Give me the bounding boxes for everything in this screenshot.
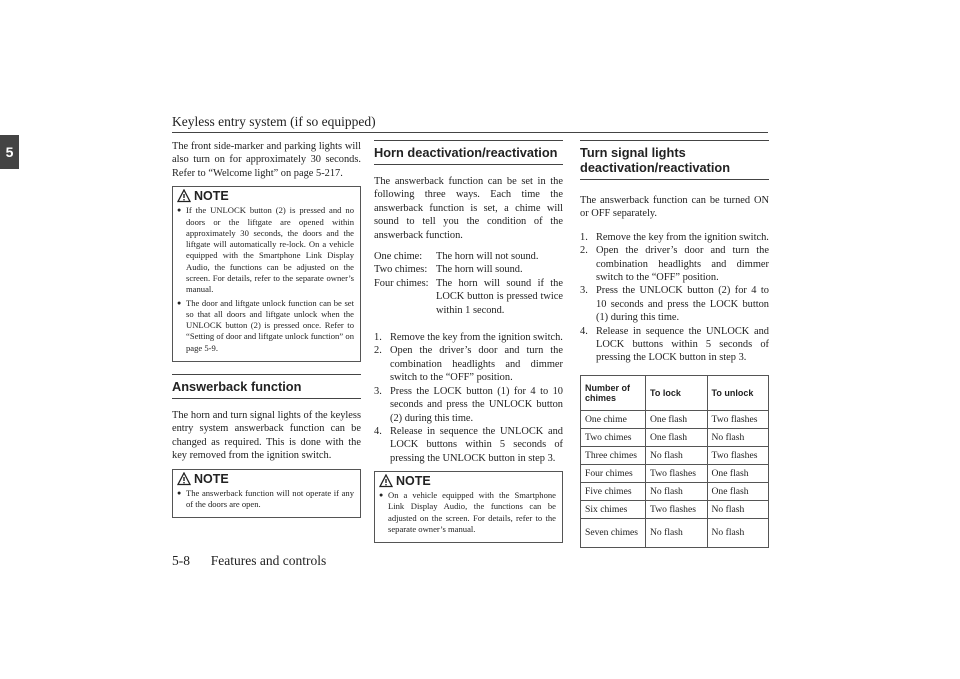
column-header: To unlock [707, 375, 769, 410]
table-header-row [581, 375, 769, 410]
bullet-icon: ● [379, 491, 384, 500]
section-paragraph: The horn and turn signal lights of the keyless entry system answerback function can be changed as required. This is done with the key removed from the ignition switch. [172, 410, 361, 462]
step-list [374, 331, 563, 465]
header-rule [172, 132, 768, 133]
page-footer [172, 553, 326, 569]
list-item: ● The door and liftgate unlock function can be set so that all doors and liftgate unlock when the UNLOCK button (2) is pressed once. Refer to “Setting of door and liftgate unlock function” on page 5-9. [177, 297, 354, 353]
chime-flash-table [580, 375, 769, 548]
section-paragraph: The answerback function can be turned ON or OFF separately. [580, 195, 769, 220]
page-header-title: Keyless entry system (if so equipped) [172, 114, 376, 129]
table-row: Three chimes No flash Two flashes [581, 446, 769, 464]
list-item: 4. Release in sequence the UNLOCK and LOCK buttons within 5 seconds of pressing the LOCK button in step 3. [580, 325, 769, 364]
note-label: NOTE [396, 474, 431, 489]
note-label: NOTE [194, 189, 229, 204]
list-item: ● The answerback function will not operate if any of the doors are open. [177, 487, 354, 509]
table-row: Six chimes Two flashes No flash [581, 500, 769, 518]
list-item: 1. Remove the key from the ignition switch. [580, 231, 769, 243]
section-paragraph: The answerback function can be set in the following three ways. Each time the answerback function is set, a chime will sound to tell you the condition of the answerback function. [374, 176, 563, 241]
bullet-icon: ● [177, 298, 182, 307]
list-item: One chime: The horn will not sound. [374, 251, 539, 263]
list-item: Two chimes: The horn will sound. [374, 264, 523, 276]
page-number: 5-8 [172, 553, 190, 568]
list-item: ● If the UNLOCK button (2) is pressed and no doors or the liftgate are opened within approximately 30 seconds, the doors and the liftgate will automatically re-lock. On a vehicle equipped with the Smartphone Link Display Audio, the functions can be adjusted on the screen. For details, refer to the separate owner’s manual. [177, 205, 354, 295]
column-1 [172, 140, 361, 526]
list-item: 4. Release in sequence the UNLOCK and LOCK buttons within 5 seconds of pressing the UNLOCK button in step 3. [374, 425, 563, 464]
intro-paragraph: The front side-marker and parking lights will also turn on for approximately 30 seconds. Refer to “Welcome light” on page 5-217. [172, 141, 361, 179]
note-heading [177, 472, 354, 486]
list-item: 3. Press the LOCK button (1) for 4 to 10 seconds and press the UNLOCK button (2) during this time. [374, 385, 563, 424]
chime-list [374, 250, 563, 317]
note-label: NOTE [194, 471, 229, 486]
table-row: One chime One flash Two flashes [581, 410, 769, 428]
info-icon [177, 189, 191, 203]
step-list [580, 231, 769, 365]
section-heading: Turn signal lights deactivation/reactivation [580, 140, 769, 180]
table-row: Two chimes One flash No flash [581, 428, 769, 446]
list-item: ● On a vehicle equipped with the Smartphone Link Display Audio, the functions can be adjusted on the screen. For details, refer to the separate owner’s manual. [379, 490, 556, 535]
table-row: Four chimes Two flashes One flash [581, 464, 769, 482]
note-box [374, 471, 563, 543]
table-row: Seven chimes No flash No flash [581, 518, 769, 547]
bullet-icon: ● [177, 206, 182, 215]
note-heading [177, 189, 354, 203]
column-header: Number of chimes [581, 375, 646, 410]
column-2 [374, 140, 563, 551]
list-item: 2. Open the driver’s door and turn the combination headlights and dimmer switch to the “OFF” position. [580, 245, 769, 284]
list-item: 2. Open the driver’s door and turn the combination headlights and dimmer switch to the “OFF” position. [374, 345, 563, 384]
section-heading: Horn deactivation/reactivation [374, 140, 563, 165]
list-item: Four chimes: The horn will sound if the LOCK button is pressed twice within 1 second. [374, 277, 563, 316]
info-icon [379, 474, 393, 488]
list-item: 1. Remove the key from the ignition switch. [374, 332, 563, 344]
bullet-icon: ● [177, 488, 182, 497]
table-row: Five chimes No flash One flash [581, 482, 769, 500]
section-heading: Answerback function [172, 374, 361, 399]
note-box [172, 186, 361, 362]
column-header: To lock [646, 375, 708, 410]
note-box [172, 469, 361, 519]
footer-section: Features and controls [210, 553, 327, 568]
info-icon [177, 472, 191, 486]
column-3 [580, 140, 769, 548]
list-item: 3. Press the UNLOCK button (2) for 4 to 10 seconds and press the LOCK button (1) during this time. [580, 285, 769, 324]
chapter-tab: 5 [0, 135, 19, 169]
note-heading [379, 474, 556, 488]
